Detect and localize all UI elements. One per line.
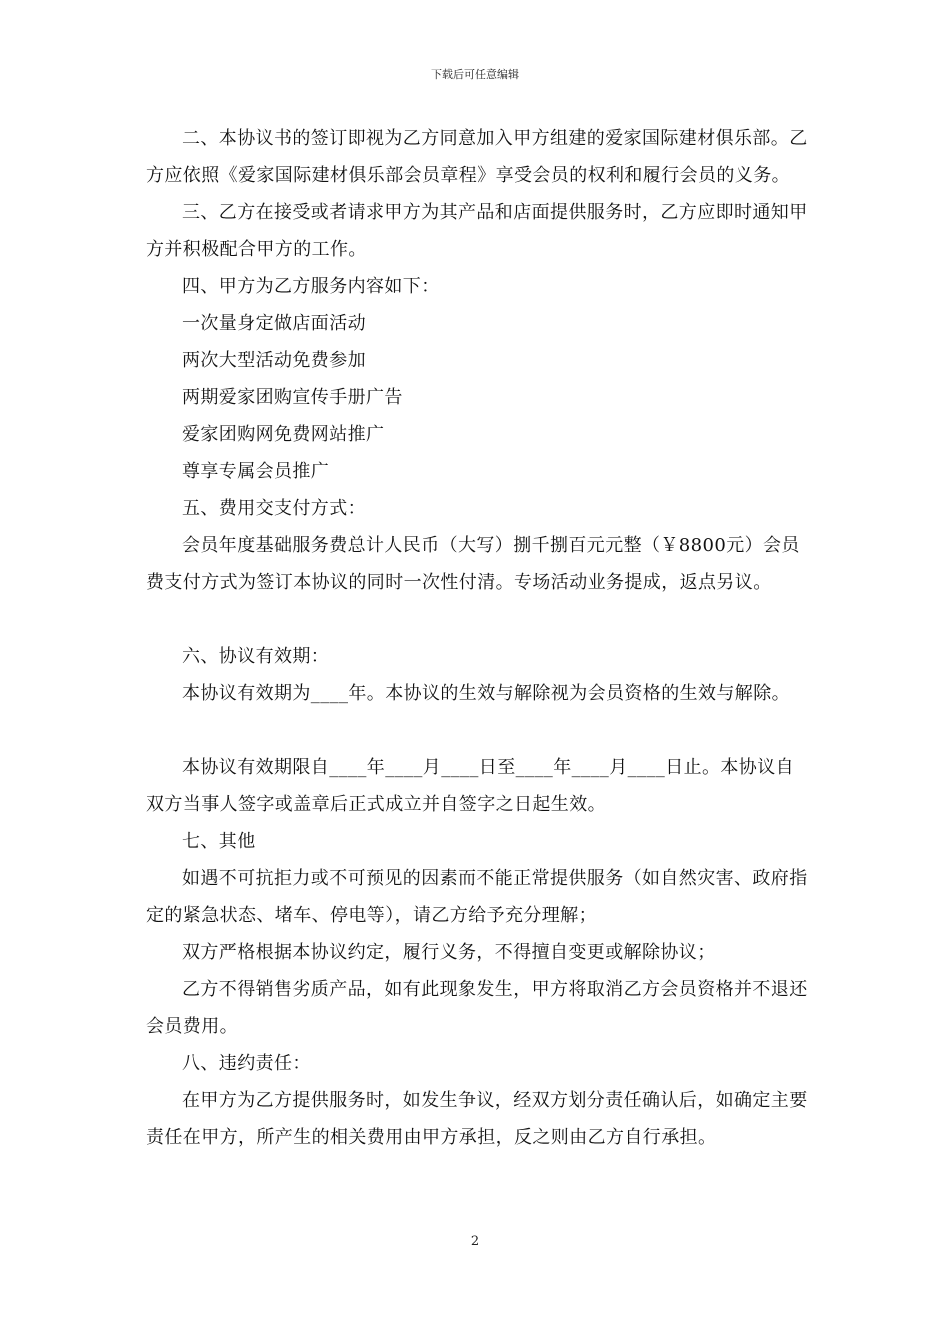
- blank-line: [146, 712, 810, 749]
- service-item: 一次量身定做店面活动: [182, 313, 366, 334]
- other-paragraph: 乙方不得销售劣质产品，如有此现象发生，甲方将取消乙方会员资格并不退还会员费用。: [146, 979, 808, 1037]
- clause-7-heading: 七、其他: [182, 831, 256, 852]
- page-header-note: 下载后可任意编辑: [431, 68, 519, 81]
- service-item: 两期爱家团购宣传手册广告: [182, 387, 403, 408]
- blank-line: [146, 601, 810, 638]
- service-item: 爱家团购网免费网站推广: [182, 424, 385, 445]
- document-body: [146, 120, 810, 1156]
- liability-paragraph: 在甲方为乙方提供服务时，如发生争议，经双方划分责任确认后，如确定主要责任在甲方，所产生的相关费用由甲方承担，反之则由乙方自行承担。: [146, 1090, 808, 1148]
- service-item: 两次大型活动免费参加: [182, 350, 366, 371]
- clause-6-heading: 六、协议有效期：: [182, 646, 330, 667]
- fee-paragraph: 会员年度基础服务费总计人民币（大写）捌千捌百元元整（￥8800元）会员费支付方式为签订本协议的同时一次性付清。专场活动业务提成，返点另议。: [146, 535, 800, 593]
- page-number: 2: [470, 1234, 480, 1249]
- clause-4-heading: 四、甲方为乙方服务内容如下：: [182, 276, 440, 297]
- clause-3: 三、乙方在接受或者请求甲方为其产品和店面提供服务时，乙方应即时通知甲方并积极配合甲方的工作。: [146, 202, 808, 260]
- other-paragraph: 如遇不可抗拒力或不可预见的因素而不能正常提供服务（如自然灾害、政府指定的紧急状态、堵车、停电等），请乙方给予充分理解；: [146, 868, 808, 926]
- clause-5-heading: 五、费用交支付方式：: [182, 498, 366, 519]
- service-item: 尊享专属会员推广: [182, 461, 330, 482]
- clause-2: 二、本协议书的签订即视为乙方同意加入甲方组建的爱家国际建材俱乐部。乙方应依照《爱家国际建材俱乐部会员章程》享受会员的权利和履行会员的义务。: [146, 128, 808, 186]
- validity-paragraph: 本协议有效期为____年。本协议的生效与解除视为会员资格的生效与解除。: [182, 683, 790, 704]
- validity-period-paragraph: 本协议有效期限自____年____月____日至____年____月____日止。本协议自双方当事人签字或盖章后正式成立并自签字之日起生效。: [146, 757, 794, 815]
- other-paragraph: 双方严格根据本协议约定，履行义务，不得擅自变更或解除协议；: [182, 942, 716, 963]
- clause-8-heading: 八、违约责任：: [182, 1053, 311, 1074]
